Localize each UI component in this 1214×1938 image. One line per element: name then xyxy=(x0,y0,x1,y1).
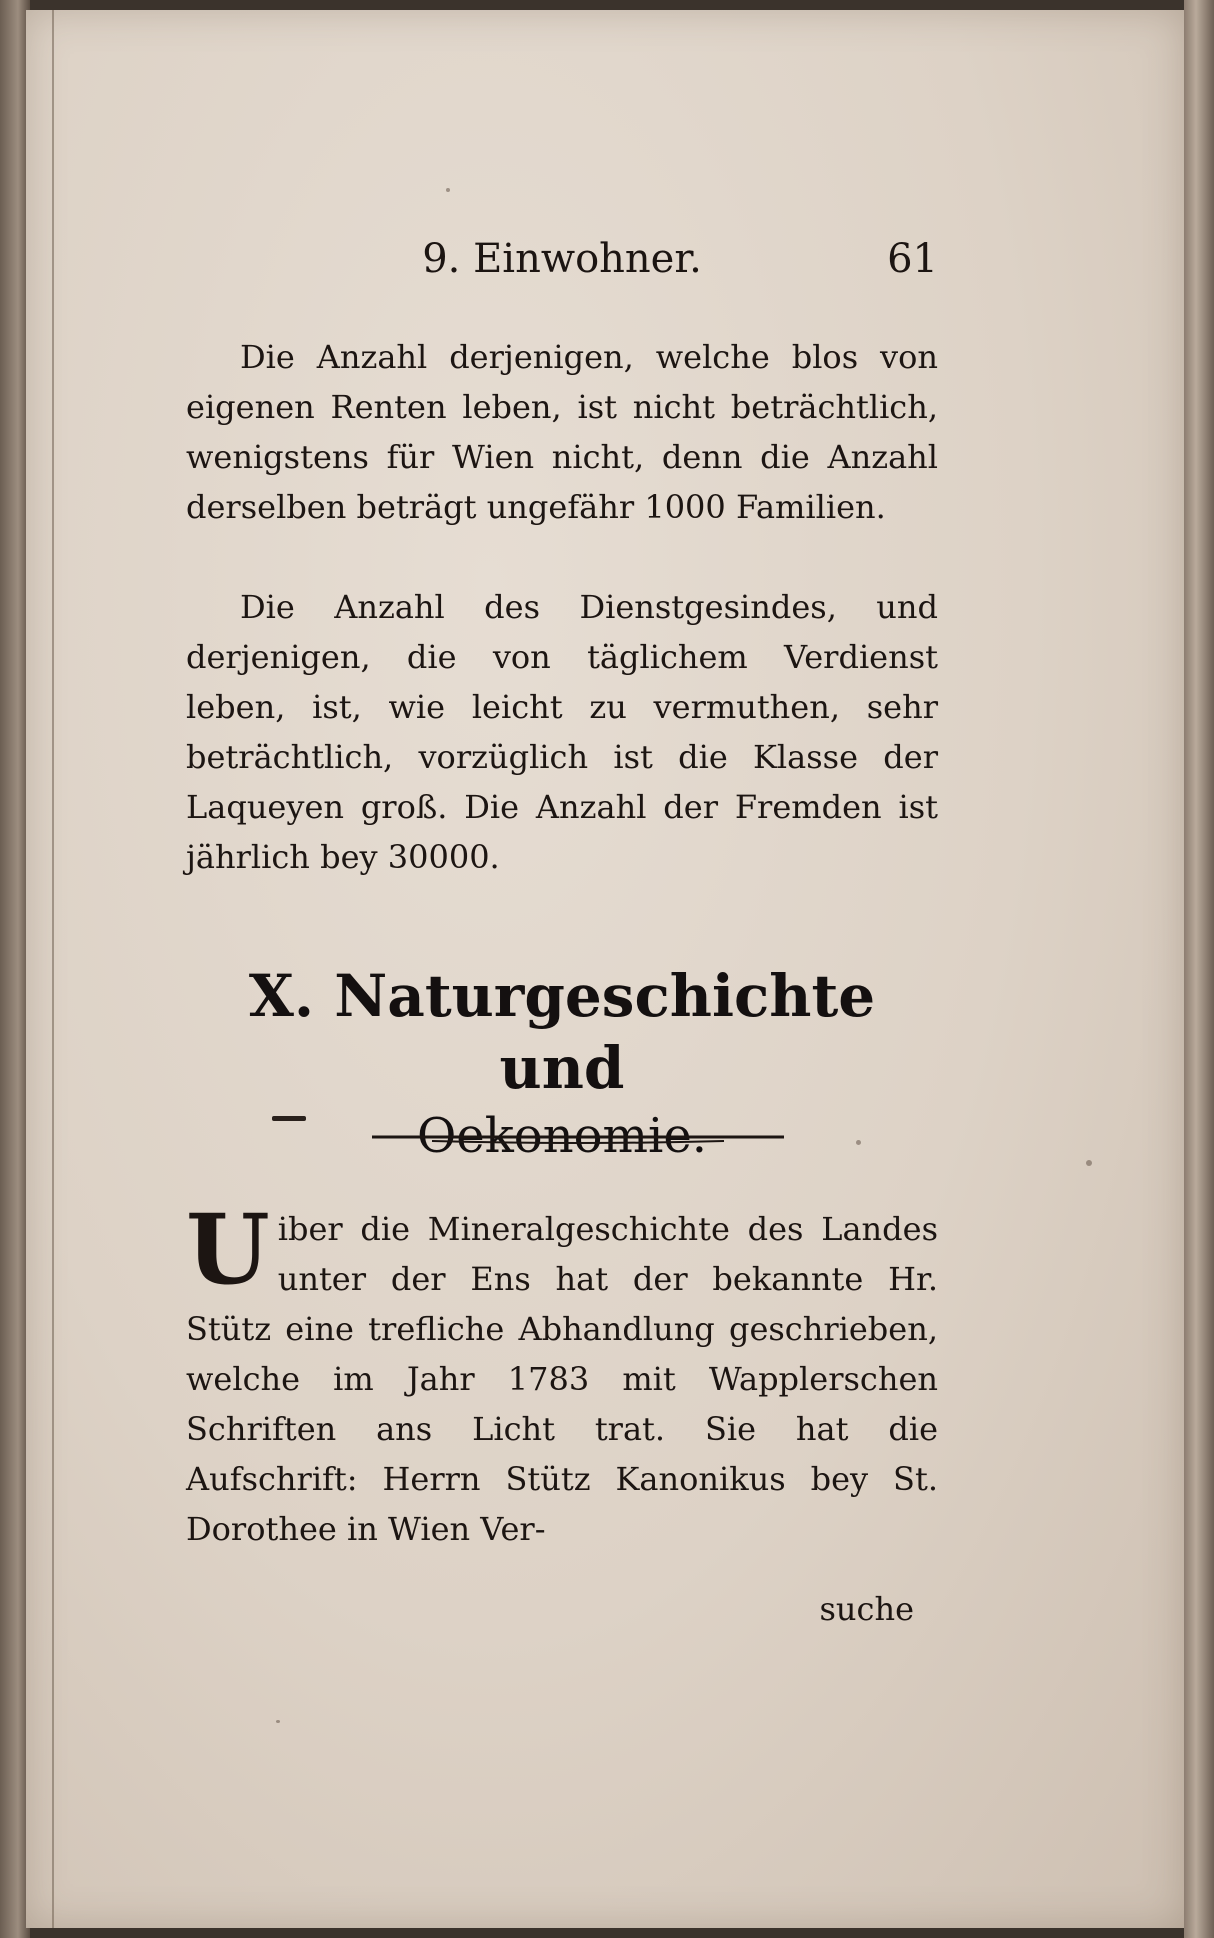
gutter-line xyxy=(52,10,54,1928)
paper-speck xyxy=(446,188,450,192)
drop-cap: U xyxy=(186,1193,270,1306)
paragraph-mineral-history xyxy=(186,1193,938,1554)
catchword: suche xyxy=(819,1590,914,1628)
paper-speck xyxy=(1086,1160,1092,1166)
ornamental-rule xyxy=(372,1134,784,1144)
running-head xyxy=(186,236,938,296)
paragraph-rentiers: Die Anzahl derjenigen, welche blos von eigenen Renten leben, ist nicht beträchtlich, wenigstens für Wien nicht, denn die Anzahl derselben beträgt ungefähr 1000 Familien. xyxy=(186,338,938,526)
section-title-line2: Oekonomie. xyxy=(416,1108,708,1164)
page-stack-edge xyxy=(1184,0,1214,1938)
paragraph-body-text: iber die Mineralgeschichte des Landes unter der Ens hat der bekannte Hr. Stütz eine trefliche Abhandlung geschrieben, welche im Jahr 1783 mit Wapplerschen Schriften ans Licht trat. Sie hat die Aufschrift: Herrn Stütz Kanonikus bey St. Dorothee in Wien Ver- xyxy=(186,1210,938,1548)
paragraph-servants: Die Anzahl des Dienstgesindes, und derjenigen, die von täglichem Verdienst leben, ist, wie leicht zu vermuthen, sehr beträchtlich, vorzüglich ist die Klasse der Laqueyen groß. Die Anzahl der Fremden ist jährlich bey 30000. xyxy=(186,588,938,876)
page-number: 61 xyxy=(887,236,938,282)
paper-speck xyxy=(276,1720,280,1723)
running-head-title: 9. Einwohner. xyxy=(422,236,702,282)
ornament-dash xyxy=(272,1116,306,1121)
section-title-line1: X. Naturgeschichte und xyxy=(248,962,876,1102)
